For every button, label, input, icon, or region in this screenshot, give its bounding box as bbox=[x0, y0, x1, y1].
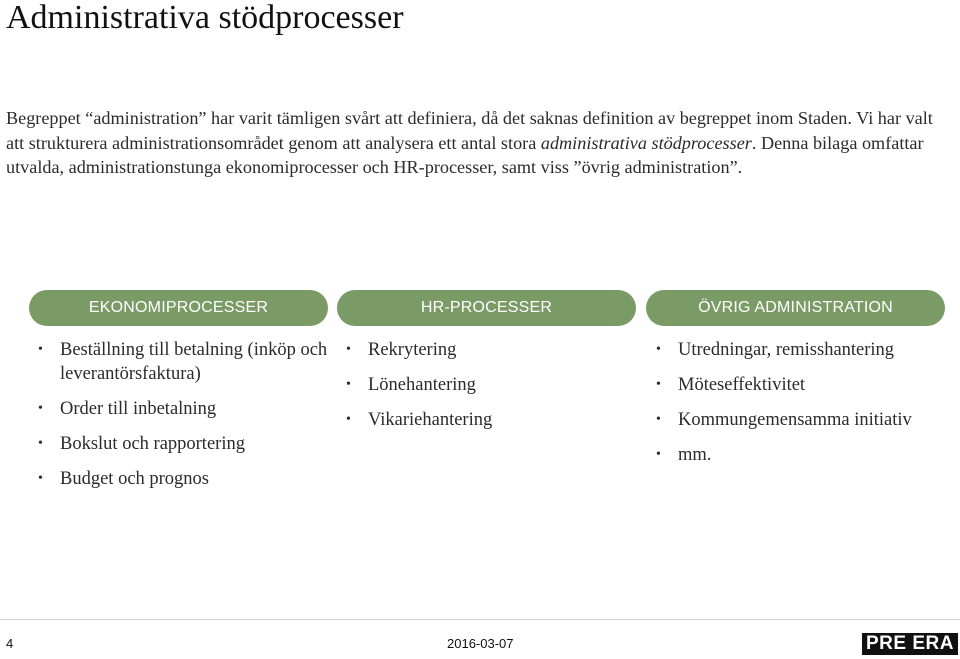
bullet-icon: • bbox=[346, 377, 351, 392]
list-item bbox=[38, 397, 333, 421]
pre-era-logo: PRE ERA bbox=[862, 633, 958, 655]
page-title: Administrativa stödprocesser bbox=[6, 0, 404, 36]
list-item bbox=[38, 432, 333, 456]
list-item bbox=[38, 467, 333, 491]
bullet-icon: • bbox=[38, 342, 43, 357]
bullet-icon: • bbox=[656, 412, 661, 427]
header-ekonomiprocesser: EKONOMIPROCESSER bbox=[29, 290, 328, 326]
list-item bbox=[346, 373, 636, 397]
intro-text-part1: Begreppet “administration” har varit tämligen svårt att definiera, då det saknas definition av begreppet inom Staden. Vi har valt att strukturera administrationsområdet genom att analysera ett antal stora bbox=[6, 108, 933, 153]
list-item bbox=[656, 408, 956, 432]
header-ovrig-administration: ÖVRIG ADMINISTRATION bbox=[646, 290, 945, 326]
bullet-icon: • bbox=[38, 401, 43, 416]
intro-paragraph bbox=[6, 106, 946, 180]
footer-date: 2016-03-07 bbox=[447, 636, 514, 651]
list-item-label: Beställning till betalning (inköp och leverantörsfaktura) bbox=[60, 340, 328, 384]
list-item bbox=[346, 338, 636, 362]
list-item bbox=[656, 443, 956, 467]
header-hr-processer: HR-PROCESSER bbox=[337, 290, 636, 326]
footer-divider bbox=[0, 619, 960, 620]
bullet-icon: • bbox=[346, 412, 351, 427]
list-item bbox=[656, 338, 956, 362]
bullet-icon: • bbox=[38, 436, 43, 451]
bullet-icon: • bbox=[656, 342, 661, 357]
bullet-icon: • bbox=[656, 447, 661, 462]
bullet-icon: • bbox=[38, 471, 43, 486]
list-item bbox=[38, 338, 333, 386]
bullet-icon: • bbox=[656, 377, 661, 392]
list-item-label: Utredningar, remisshantering bbox=[678, 340, 895, 360]
list-item-label: Bokslut och rapportering bbox=[60, 434, 245, 454]
list-ekonomiprocesser bbox=[38, 338, 333, 502]
intro-text-part2: . Denna bilaga omfattar utvalda, administrationstunga ekonomiprocesser och HR-processer, samt viss ”övrig administration”. bbox=[6, 132, 924, 177]
list-item-label: Rekrytering bbox=[368, 340, 457, 360]
list-item-label: Kommungemensamma initiativ bbox=[678, 410, 912, 430]
list-item bbox=[346, 408, 636, 432]
list-item-label: Vikariehantering bbox=[368, 410, 493, 430]
page-number: 4 bbox=[6, 636, 14, 651]
list-item-label: Möteseffektivitet bbox=[678, 375, 806, 395]
bullet-icon: • bbox=[346, 342, 351, 357]
list-hr-processer bbox=[346, 338, 636, 443]
list-item-label: Lönehantering bbox=[368, 375, 476, 395]
intro-emphasis: administrativa stödprocesser bbox=[540, 132, 752, 153]
list-ovrig-administration bbox=[656, 338, 956, 478]
list-item-label: Order till inbetalning bbox=[60, 399, 217, 419]
list-item-label: Budget och prognos bbox=[60, 469, 210, 489]
list-item-label: mm. bbox=[678, 445, 712, 465]
list-item bbox=[656, 373, 956, 397]
